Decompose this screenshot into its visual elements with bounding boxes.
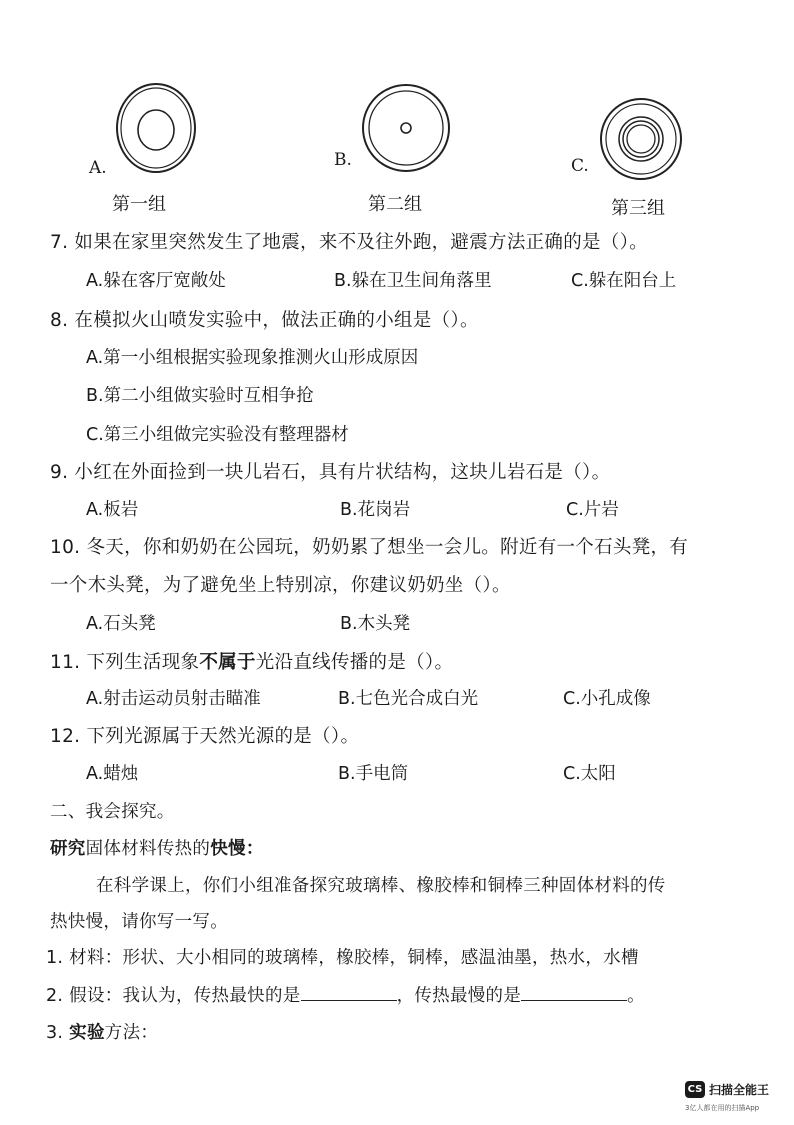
camscanner-logo-icon: CS bbox=[685, 1081, 705, 1098]
method-post: 方法： bbox=[104, 1023, 159, 1043]
camscanner-tagline: 3亿人都在用的扫描App bbox=[685, 1104, 760, 1112]
figure-a-caption: 第一组 bbox=[112, 194, 166, 215]
figure-b-rings bbox=[360, 82, 452, 174]
subtitle-end: 快慢： bbox=[210, 839, 264, 859]
method-line bbox=[46, 1019, 158, 1044]
figure-a-label: A. bbox=[89, 158, 107, 178]
figure-b-label: B. bbox=[334, 150, 352, 170]
q11-option-a: A.射击运动员射击瞄准 bbox=[86, 689, 261, 709]
figure-c-label: C. bbox=[571, 156, 589, 176]
question-11 bbox=[50, 648, 453, 674]
q7-option-c: C.躲在阳台上 bbox=[571, 271, 677, 291]
q7-option-a: A.躲在客厅宽敞处 bbox=[86, 271, 226, 291]
q12-option-c: C.太阳 bbox=[563, 764, 616, 784]
camscanner-watermark bbox=[683, 1079, 793, 1119]
intro-line-1: 在科学课上，你们小组准备探究玻璃棒、橡胶棒和铜棒三种固体材料的传 bbox=[96, 876, 666, 896]
intro-line-2: 热快慢，请你写一写。 bbox=[50, 912, 228, 932]
question-11-post: 光沿直线传播的是（）。 bbox=[255, 652, 454, 673]
q10-option-a: A.石头凳 bbox=[86, 614, 156, 634]
slowest-answer-blank[interactable] bbox=[521, 984, 627, 1001]
q9-option-c: C.片岩 bbox=[566, 500, 619, 520]
hypothesis-part-c: 。 bbox=[627, 986, 645, 1006]
q11-option-c: C.小孔成像 bbox=[563, 689, 651, 709]
q11-option-b: B.七色光合成白光 bbox=[338, 689, 479, 709]
q12-option-b: B.手电筒 bbox=[338, 764, 409, 784]
q8-option-c: C.第三小组做完实验没有整理器材 bbox=[86, 425, 349, 445]
q9-option-b: B.花岗岩 bbox=[340, 500, 411, 520]
question-10-line2: 一个木头凳，为了避免坐上特别凉，你建议奶奶坐（）。 bbox=[50, 575, 511, 596]
hypothesis-part-a: 2. 假设：我认为，传热最快的是 bbox=[46, 986, 301, 1006]
materials-line: 1. 材料：形状、大小相同的玻璃棒，橡胶棒，铜棒，感温油墨，热水，水槽 bbox=[46, 948, 639, 968]
q9-option-a: A.板岩 bbox=[86, 500, 139, 520]
q12-option-a: A.蜡烛 bbox=[86, 764, 139, 784]
question-10-line1: 10. 冬天，你和奶奶在公园玩，奶奶累了想坐一会儿。附近有一个石头凳，有 bbox=[50, 537, 689, 558]
method-bold: 实验 bbox=[69, 1023, 105, 1043]
fastest-answer-blank[interactable] bbox=[301, 984, 397, 1001]
subtitle-mid: 固体材料传热的 bbox=[85, 839, 211, 859]
figure-c-caption: 第三组 bbox=[611, 198, 665, 219]
method-pre: 3. bbox=[46, 1023, 70, 1043]
question-11-pre: 11. 下列生活现象 bbox=[50, 652, 200, 673]
question-11-emphasis: 不属于 bbox=[199, 652, 256, 673]
figure-a-rings bbox=[112, 80, 202, 180]
camscanner-name: 扫描全能王 bbox=[709, 1083, 770, 1097]
question-8: 8. 在模拟火山喷发实验中，做法正确的小组是（）。 bbox=[50, 310, 479, 331]
q8-option-a: A.第一小组根据实验现象推测火山形成原因 bbox=[86, 348, 419, 368]
question-7: 7. 如果在家里突然发生了地震，来不及往外跑，避震方法正确的是（）。 bbox=[50, 232, 648, 253]
q8-option-b: B.第二小组做实验时互相争抢 bbox=[86, 386, 314, 406]
figure-c-rings bbox=[596, 96, 686, 184]
question-12: 12. 下列光源属于天然光源的是（）。 bbox=[50, 726, 360, 747]
q10-option-b: B.木头凳 bbox=[340, 614, 411, 634]
hypothesis-line bbox=[46, 982, 645, 1007]
section-2-subtitle bbox=[50, 835, 264, 860]
q7-option-b: B.躲在卫生间角落里 bbox=[334, 271, 492, 291]
hypothesis-part-b: ，传热最慢的是 bbox=[396, 986, 522, 1006]
figure-b-caption: 第二组 bbox=[368, 194, 422, 215]
section-2-heading: 二、我会探究。 bbox=[50, 802, 175, 822]
question-9: 9. 小红在外面捡到一块儿岩石，具有片状结构，这块儿岩石是（）。 bbox=[50, 462, 611, 483]
subtitle-bold: 研究 bbox=[50, 839, 86, 859]
